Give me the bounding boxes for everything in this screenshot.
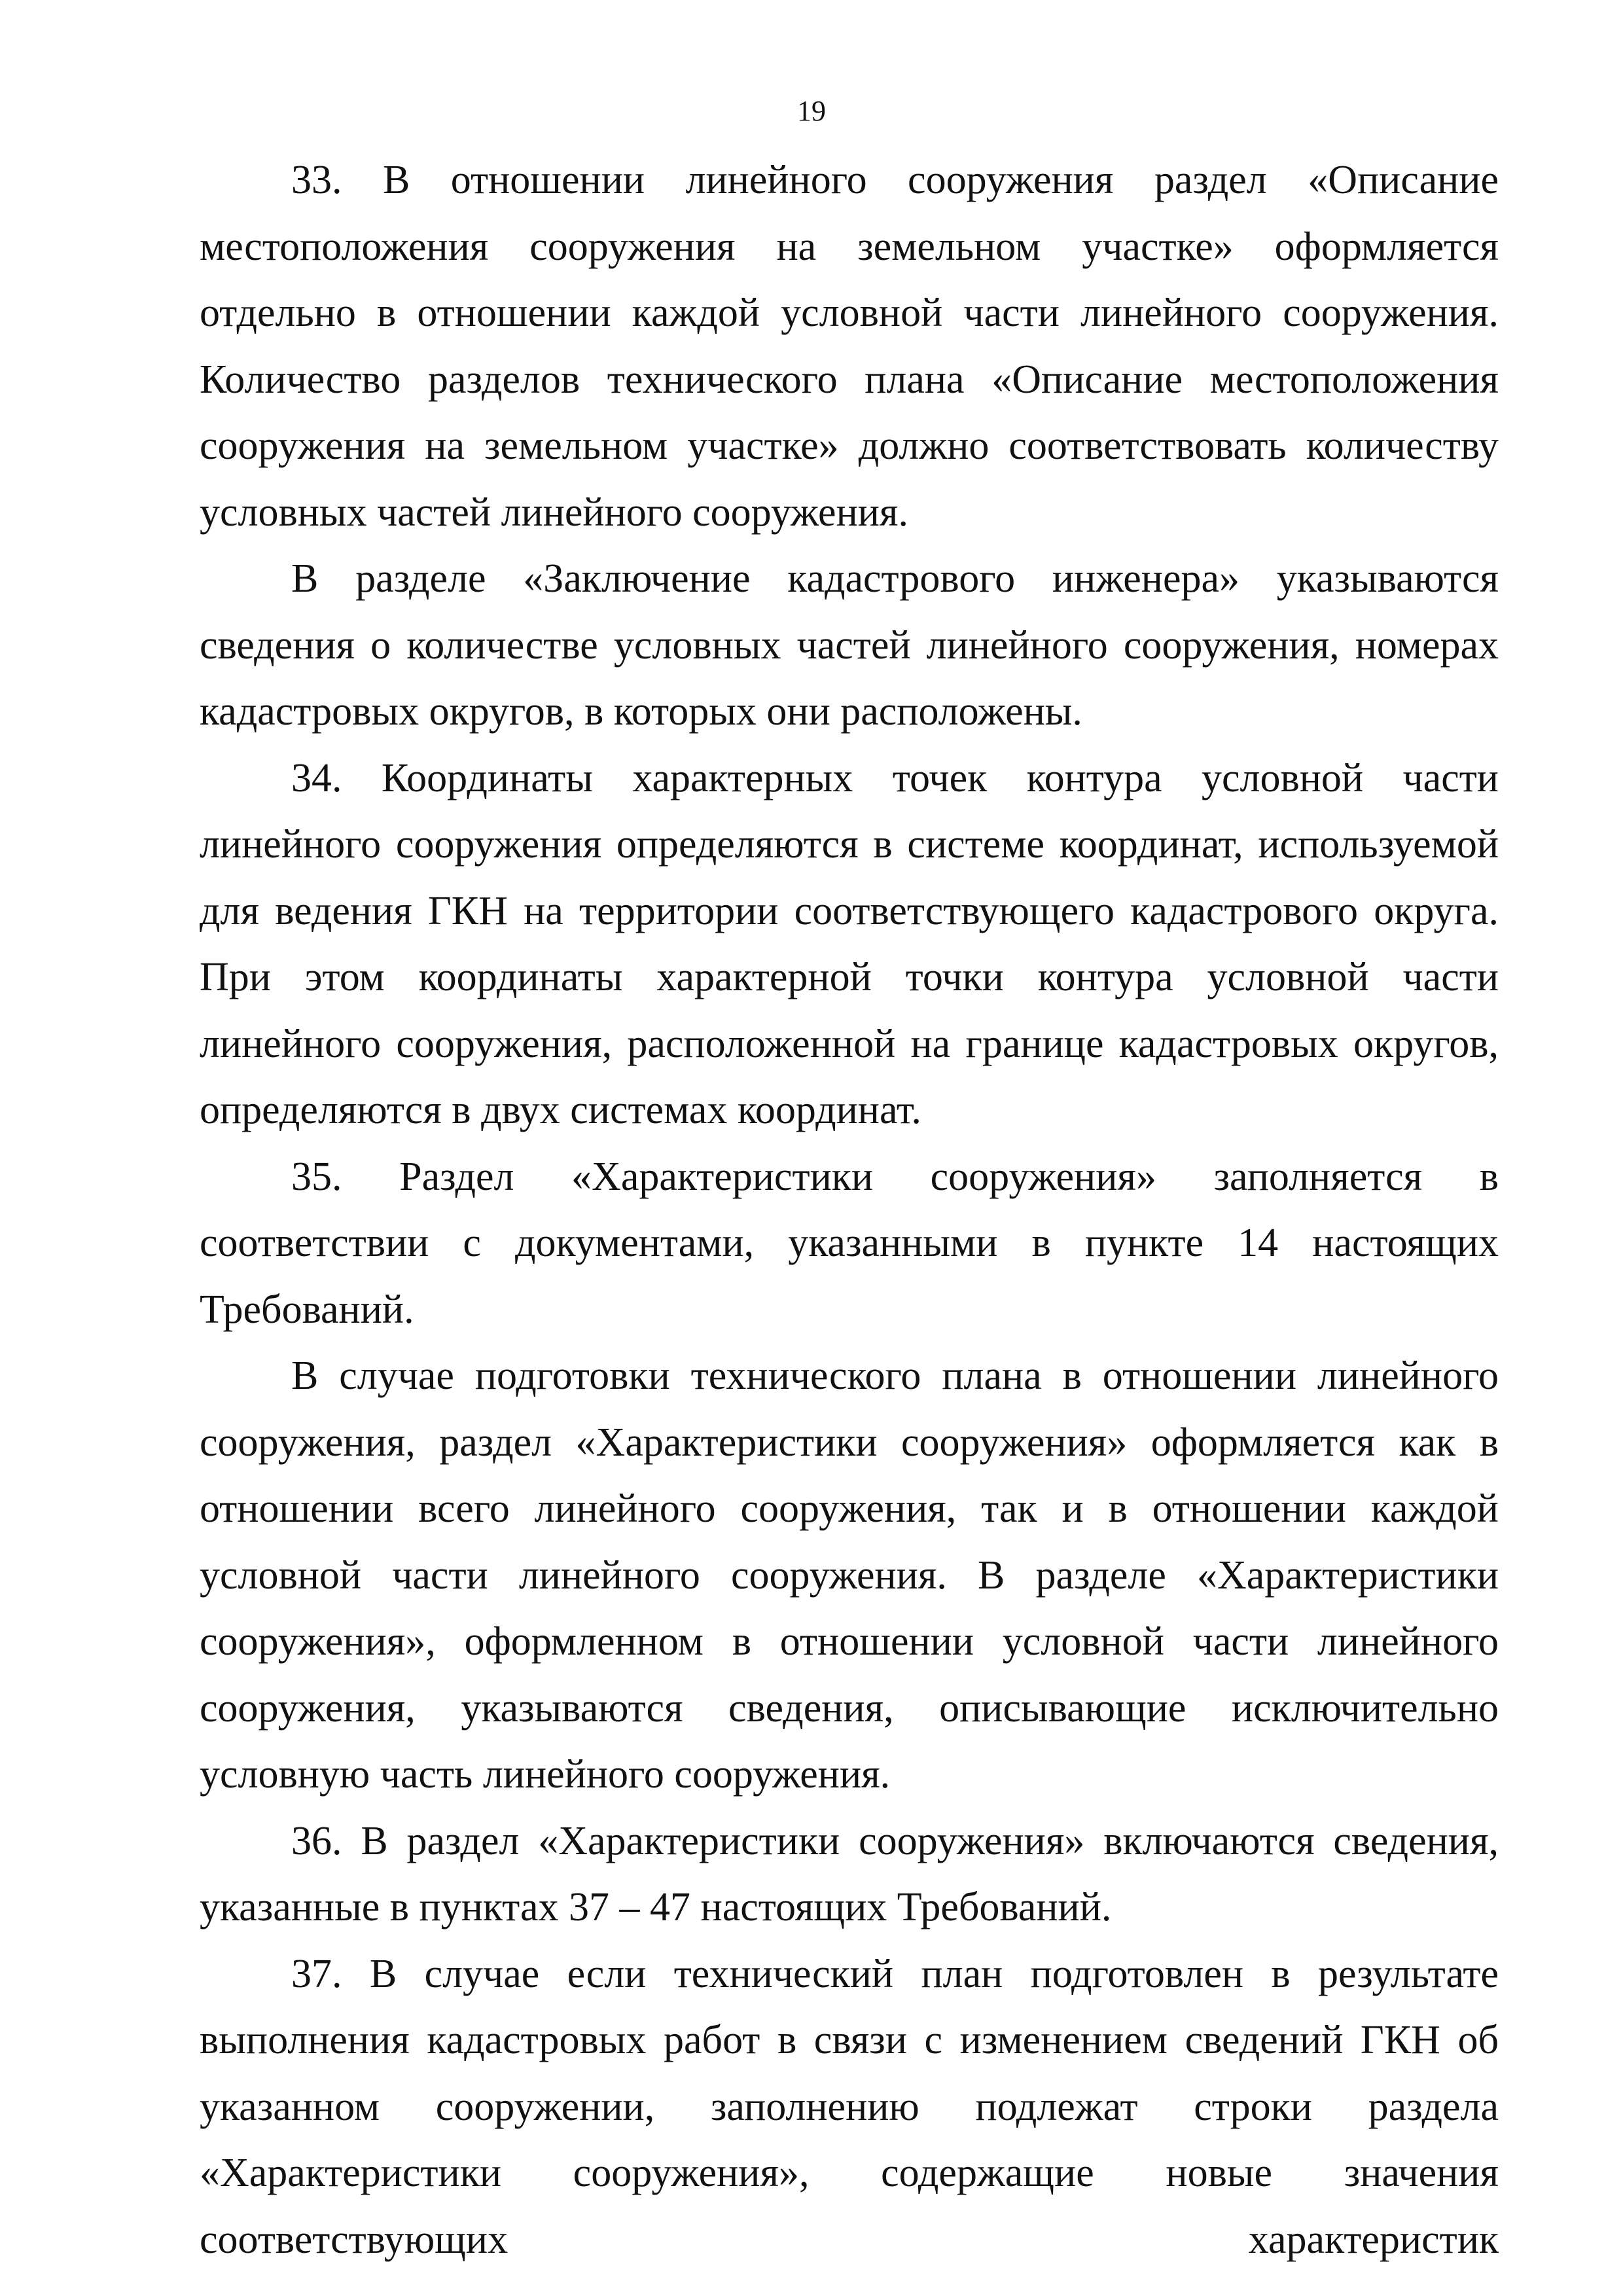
paragraph-33-conclusion: В разделе «Заключение кадастрового инженера» указываются сведения о количестве условных частей линейного сооружения, номерах кадастровых округов, в которых они расположены. xyxy=(200,556,1499,734)
paragraph-35-linear: В случае подготовки технического плана в отношении линейного сооружения, раздел «Характеристики сооружения» оформляется как в отношении всего линейного сооружения, так и в отношении каждой условной части линейного сооружения. В разделе «Характеристики сооружения», оформленном в отношении условной части линейного сооружения, указываются сведения, описывающие исключительно условную часть линейного сооружения. xyxy=(200,1354,1499,1797)
paragraph-33: 33. В отношении линейного сооружения раздел «Описание местоположения сооружения на земельном участке» оформляется отдельно в отношении каждой условной части линейного сооружения. Количество разделов технического плана «Описание местоположения сооружения на земельном участке» должно соответствовать количеству условных частей линейного сооружения. xyxy=(200,158,1499,535)
page-number: 19 xyxy=(797,95,826,127)
document-body xyxy=(200,147,1499,2273)
paragraph-36: 36. В раздел «Характеристики сооружения» включаются сведения, указанные в пунктах 37 – 47 настоящих Требований. xyxy=(200,1818,1499,1929)
paragraph-37: 37. В случае если технический план подготовлен в результате выполнения кадастровых работ в связи с изменением сведений ГКН об указанном сооружении, заполнению подлежат строки раздела «Характеристики сооружения», содержащие новые значения соответствующих характеристик xyxy=(200,1951,1499,2262)
paragraph-34: 34. Координаты характерных точек контура условной части линейного сооружения определяются в системе координат, используемой для ведения ГКН на территории соответствующего кадастрового округа. При этом координаты характерной точки контура условной части линейного сооружения, расположенной на границе кадастровых округов, определяются в двух системах координат. xyxy=(200,755,1499,1132)
paragraph-35: 35. Раздел «Характеристики сооружения» заполняется в соответствии с документами, указанными в пункте 14 настоящих Требований. xyxy=(200,1154,1499,1332)
